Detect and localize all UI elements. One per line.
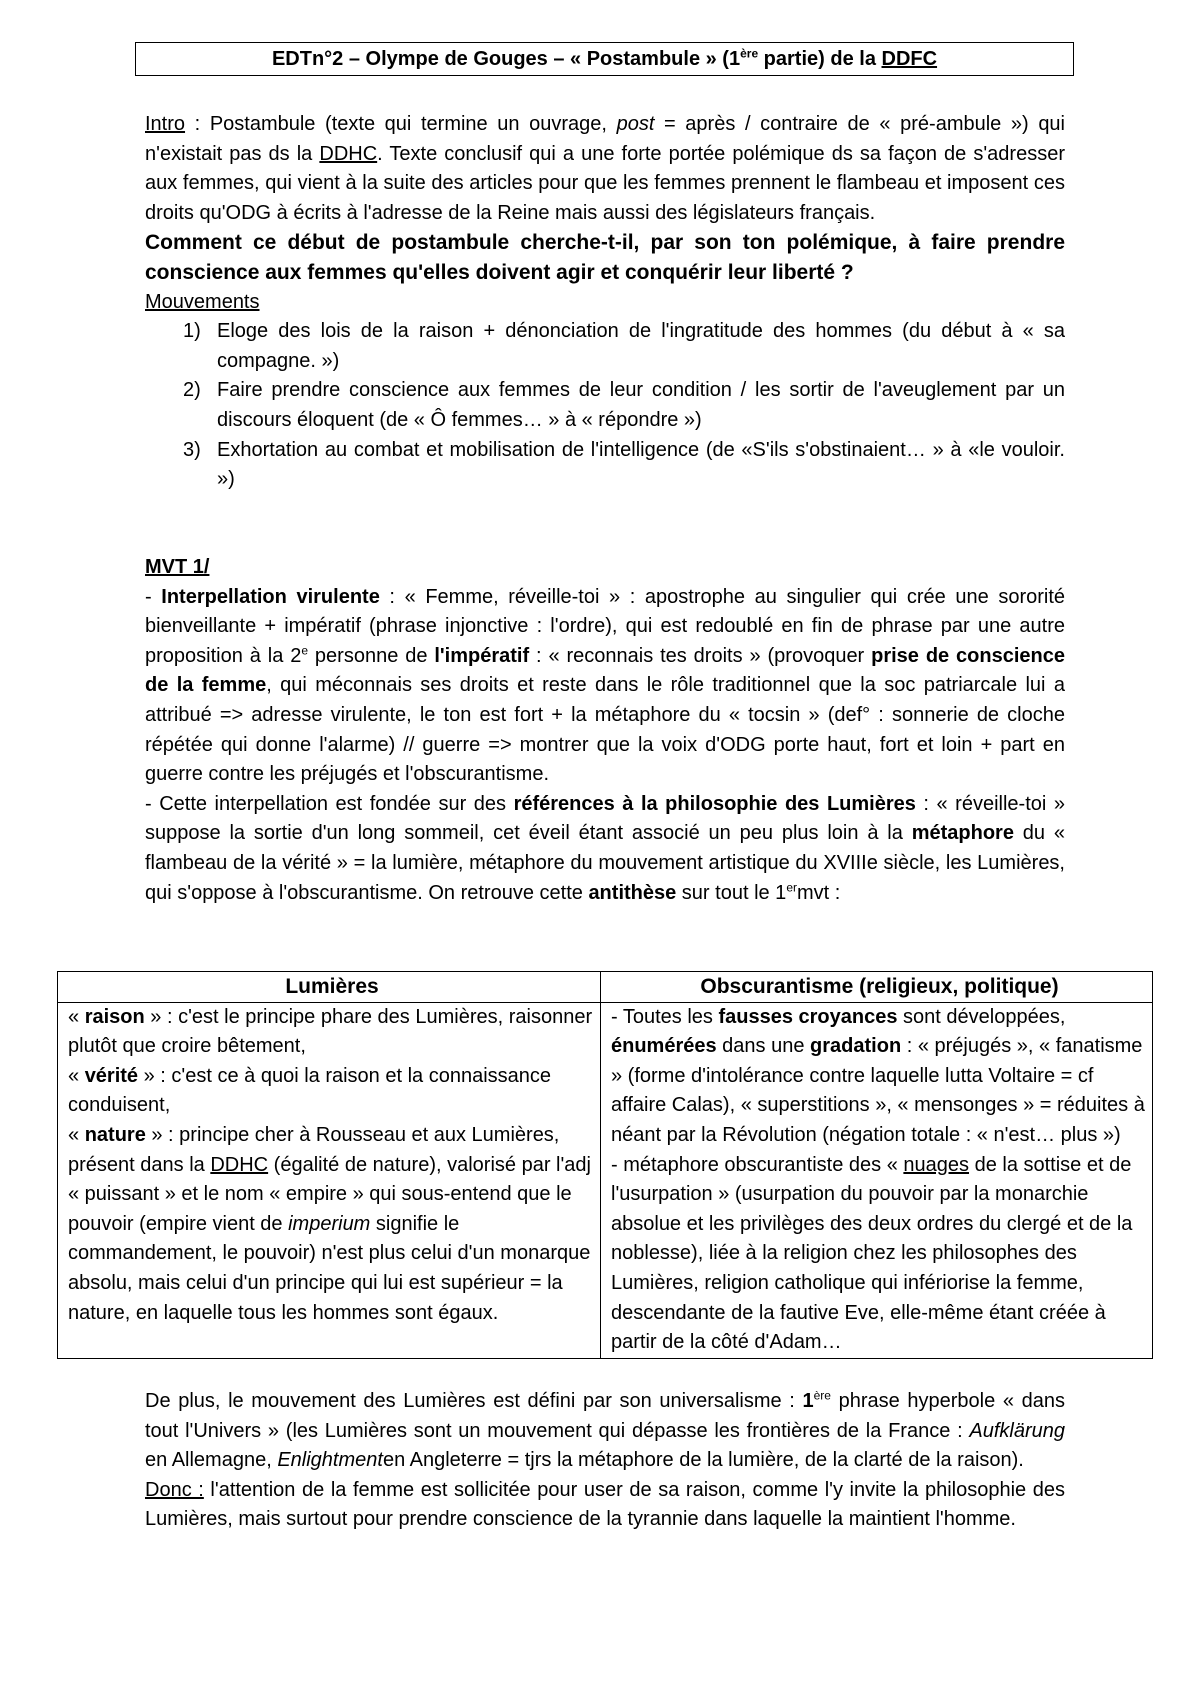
text: De plus, le mouvement des Lumières est défini par son universalisme : bbox=[145, 1390, 803, 1412]
text: dans une bbox=[716, 1035, 811, 1058]
text: du « flambeau de la vérité » = la lumière, métaphore du mouvement artistique du XVIIIe siècle, les Lumières, qui s'oppose à l'obscurantisme. On retrouve cette bbox=[145, 822, 1065, 904]
mvt1-paragraph-1 bbox=[145, 583, 1065, 790]
list-item-number: 1) bbox=[183, 320, 201, 343]
text-bold: vérité bbox=[84, 1064, 139, 1087]
text: - Cette interpellation est fondée sur des bbox=[145, 792, 514, 815]
text: signifie le commandement, le pouvoir) n'est plus celui d'un monarque absolu, mais celui d'un principe qui lui est supérieur = la nature, en laquelle tous les hommes sont égaux. bbox=[68, 1212, 591, 1324]
text-italic: imperium bbox=[288, 1212, 371, 1235]
text: personne de bbox=[308, 644, 435, 667]
title-superscript: ère bbox=[740, 46, 759, 61]
text: - Toutes les bbox=[611, 1005, 719, 1028]
intro-label: Intro bbox=[145, 113, 186, 135]
conclusion-section bbox=[145, 1387, 1065, 1535]
cell-line bbox=[611, 1003, 1148, 1151]
list-item-number: 2) bbox=[183, 379, 201, 402]
text: : « Femme, réveille-toi » : apostrophe au singulier qui crée une sororité bienveillante + impératif (phrase injonctive : l'ordre), qui est redoublé en fin de phrase par une autre proposition à la 2 bbox=[145, 585, 1066, 667]
text-bold: gradation bbox=[810, 1035, 902, 1058]
cell-line bbox=[68, 1062, 596, 1121]
text: « bbox=[68, 1005, 85, 1028]
intro-paragraph bbox=[145, 110, 1065, 228]
superscript: e bbox=[301, 643, 309, 658]
text-bold: énumérées bbox=[611, 1035, 717, 1058]
conclusion-paragraph bbox=[145, 1387, 1065, 1476]
cell-line bbox=[68, 1121, 596, 1328]
mouvements-list bbox=[145, 317, 1065, 495]
text: » : c'est le principe phare des Lumières, raisonner plutôt que croire bêtement, bbox=[68, 1005, 593, 1058]
text: sur tout le 1 bbox=[676, 881, 787, 904]
title-text-2: partie) de la bbox=[758, 48, 882, 70]
donc-paragraph bbox=[145, 1476, 1065, 1535]
text: en Angleterre = tjrs la métaphore de la lumière, de la clarté de la raison). bbox=[382, 1449, 1024, 1472]
list-item-text: Eloge des lois de la raison + dénonciation de l'ingratitude des hommes (du début à « sa compagne. ») bbox=[217, 320, 1065, 372]
cell-line bbox=[68, 1003, 596, 1062]
text-bold: Interpellation virulente bbox=[161, 585, 380, 608]
table-cell-lumieres bbox=[58, 1002, 601, 1358]
list-item bbox=[145, 376, 1065, 435]
text-italic: Aufklärung bbox=[969, 1419, 1065, 1442]
text: : « préjugés », « fanatisme » (forme d'intolérance contre laquelle lutta Voltaire = cf affaire Calas), « superstitions », « mensonges » = réduites à néant par la Révolution (négation totale : « n'est… plus ») bbox=[611, 1035, 1145, 1146]
text: « bbox=[68, 1123, 85, 1146]
mvt1-section bbox=[145, 553, 1065, 908]
text-underlined: nuages bbox=[903, 1153, 970, 1176]
intro-text-1: : Postambule (texte qui termine un ouvrage, bbox=[185, 113, 617, 135]
table-row bbox=[58, 1002, 1153, 1358]
text-underlined: DDHC bbox=[210, 1153, 269, 1176]
intro-section bbox=[145, 110, 1065, 495]
column-header-obscurantisme: Obscurantisme (religieux, politique) bbox=[601, 972, 1153, 1003]
text: l'attention de la femme est sollicitée pour user de sa raison, comme l'y invite la philosophie des Lumières, mais surtout pour prendre conscience de la tyrannie dans laquelle la maintient l'homme. bbox=[145, 1478, 1065, 1531]
column-header-lumieres: Lumières bbox=[58, 972, 601, 1003]
donc-label: Donc : bbox=[145, 1478, 204, 1501]
mouvements-label: Mouvements bbox=[145, 290, 260, 313]
text-bold: références à la philosophie des Lumières bbox=[513, 792, 916, 815]
superscript: ère bbox=[813, 1388, 831, 1403]
text: (égalité de nature), valorisé par l'adj « puissant » et le nom « empire » qui sous-entend que le pouvoir (empire vient de bbox=[68, 1153, 591, 1235]
title-ddfc: DDFC bbox=[881, 48, 938, 70]
cell-line bbox=[611, 1151, 1148, 1358]
text: de la sottise et de l'usurpation » (usurpation du pouvoir par la monarchie absolue et les privilèges des deux ordres du clergé et de la noblesse), liée à la religion chez les philosophes des Lumières, religion catholique qui infériorise la femme, descendante de la fautive Eve, elle-même étant créée à partir de la côté d'Adam… bbox=[611, 1153, 1133, 1354]
text: : « reconnais tes droits » (provoquer bbox=[529, 644, 872, 667]
text: « bbox=[68, 1064, 85, 1087]
text: » : principe cher à Rousseau et aux Lumières, présent dans la bbox=[68, 1123, 560, 1176]
comparison-table bbox=[57, 971, 1153, 1359]
text-bold: raison bbox=[84, 1005, 145, 1028]
text: - bbox=[145, 585, 162, 608]
table-cell-obscurantisme bbox=[601, 1002, 1153, 1358]
text-bold: l'impératif bbox=[434, 644, 530, 667]
page-title bbox=[135, 42, 1074, 76]
text: , qui méconnais ses droits et reste dans le rôle traditionnel que la soc patriarcale lui a attribué => adresse virulente, le ton est fort + la métaphore du « tocsin » (def° : sonnerie de cloche répétée qui donne l'alarme) // guerre => montrer que la voix d'ODG porte haut, fort et loin + part en guerre contre les préjugés et l'obscurantisme. bbox=[145, 674, 1065, 786]
text: » : c'est ce à quoi la raison et la connaissance conduisent, bbox=[68, 1064, 552, 1117]
superscript: er bbox=[786, 879, 797, 894]
list-item-text: Exhortation au combat et mobilisation de l'intelligence (de «S'ils s'obstinaient… » à «le vouloir. ») bbox=[217, 438, 1065, 491]
text: mvt : bbox=[796, 881, 841, 904]
text-bold: fausses croyances bbox=[718, 1005, 898, 1028]
mvt1-heading: MVT 1/ bbox=[145, 556, 210, 578]
mvt1-paragraph-2 bbox=[145, 790, 1065, 908]
text: - métaphore obscurantiste des « bbox=[611, 1153, 904, 1176]
list-item-number: 3) bbox=[183, 438, 201, 461]
text: phrase hyperbole « dans tout l'Univers » (les Lumières sont un mouvement qui dépasse les frontières de la France : bbox=[145, 1390, 1065, 1442]
text-bold: prise de conscience de la femme bbox=[145, 644, 1065, 697]
intro-text-3: . Texte conclusif qui a une forte portée polémique ds sa façon de s'adresser aux femmes, qui vient à la suite des articles pour que les femmes prennent le flambeau et imposent ces droits qu'ODG à écrits à l'adresse de la Reine mais aussi des législateurs français. bbox=[145, 142, 1065, 224]
list-item-text: Faire prendre conscience aux femmes de leur condition / les sortir de l'aveuglement par un discours éloquent (de « Ô femmes… » à « répondre ») bbox=[217, 379, 1065, 431]
text: sont développées, bbox=[897, 1005, 1066, 1028]
text-bold: 1 bbox=[802, 1390, 814, 1412]
text-italic: Enlightment bbox=[277, 1449, 383, 1472]
list-item bbox=[145, 436, 1065, 495]
text-bold: antithèse bbox=[588, 881, 677, 904]
intro-post: post bbox=[616, 113, 655, 135]
intro-text-2: = après / contraire de « pré-ambule ») qui n'existait pas ds la bbox=[145, 113, 1066, 165]
text: : « réveille-toi » suppose la sortie d'un long sommeil, cet éveil étant associé un peu plus loin à la bbox=[145, 792, 1065, 845]
table-header-row bbox=[58, 972, 1153, 1003]
intro-ddhc: DDHC bbox=[319, 142, 378, 165]
text-bold: métaphore bbox=[911, 822, 1014, 845]
list-item bbox=[145, 317, 1065, 376]
text-bold: nature bbox=[84, 1123, 146, 1146]
text: en Allemagne, bbox=[145, 1449, 278, 1472]
problematique: Comment ce début de postambule cherche-t-il, par son ton polémique, à faire prendre conscience aux femmes qu'elles doivent agir et conquérir leur liberté ? bbox=[145, 231, 1065, 284]
title-text: EDTn°2 – Olympe de Gouges – « Postambule » (1 bbox=[271, 48, 741, 70]
